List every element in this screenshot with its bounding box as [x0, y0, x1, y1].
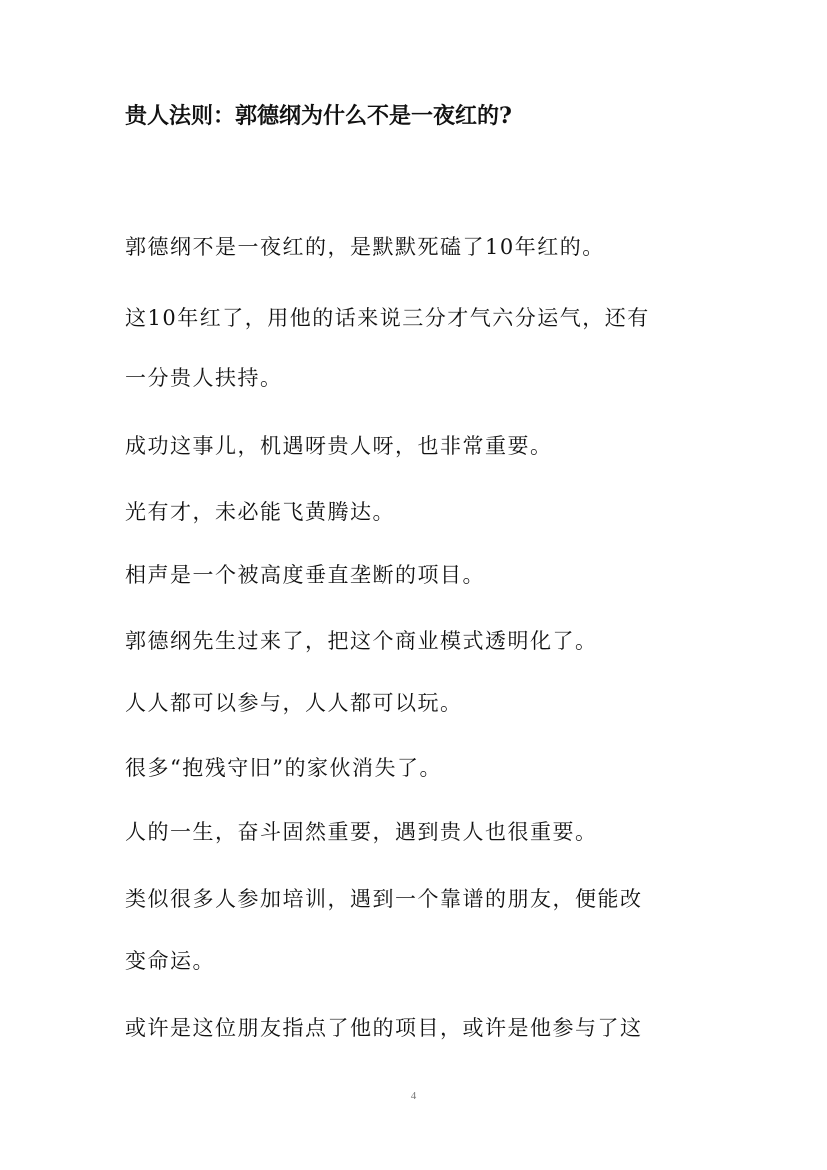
page-title: 贵人法则：郭德纲为什么不是一夜红的? [125, 103, 512, 129]
paragraph-line-4: 成功这事儿，机遇呀贵人呀，也非常重要。 [125, 434, 553, 458]
paragraph-line-10: 人的一生，奋斗固然重要，遇到贵人也很重要。 [125, 820, 598, 844]
paragraph-line-11: 类似很多人参加培训，遇到一个靠谱的朋友，便能改 [125, 887, 643, 911]
paragraph-line-5: 光有才，未必能飞黄腾达。 [125, 500, 395, 524]
paragraph-line-3: 一分贵人扶持。 [125, 366, 283, 390]
paragraph-line-7: 郭德纲先生过来了，把这个商业模式透明化了。 [125, 629, 598, 653]
paragraph-line-2: 这10年红了，用他的话来说三分才气六分运气，还有 [125, 306, 650, 330]
paragraph-line-13: 或许是这位朋友指点了他的项目，或许是他参与了这 [125, 1016, 643, 1040]
paragraph-line-6: 相声是一个被高度垂直垄断的项目。 [125, 563, 485, 587]
page-number: 4 [410, 1090, 417, 1102]
paragraph-line-1: 郭德纲不是一夜红的，是默默死磕了10年红的。 [125, 235, 605, 259]
paragraph-line-9: 很多“抱残守旧”的家伙消失了。 [125, 756, 442, 780]
paragraph-line-12: 变命运。 [125, 949, 215, 973]
paragraph-line-8: 人人都可以参与，人人都可以玩。 [125, 691, 463, 715]
